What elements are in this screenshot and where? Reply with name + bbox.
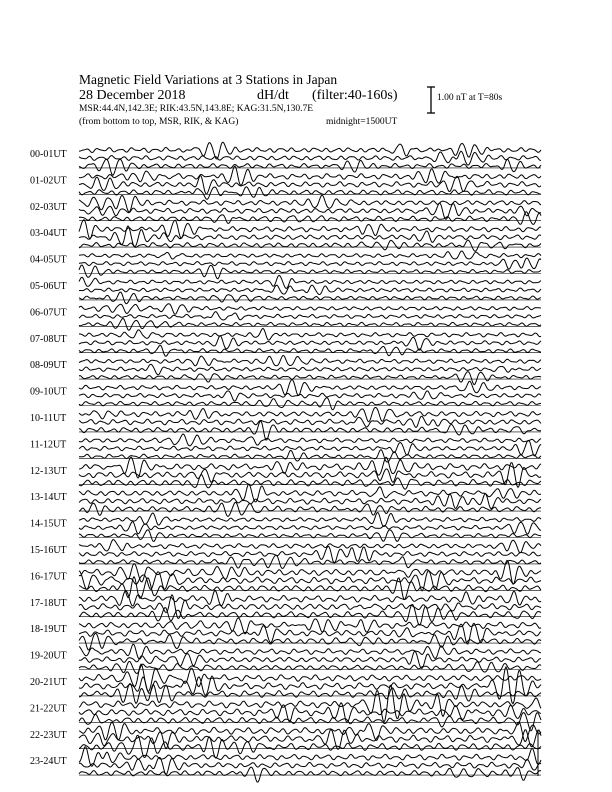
station-trace-kag xyxy=(79,304,541,315)
chart-date: 28 December 2018 xyxy=(79,88,186,103)
station-trace-rik xyxy=(79,312,541,320)
hour-label: 07-08UT xyxy=(30,333,67,345)
station-trace-kag xyxy=(79,644,541,659)
hour-label: 20-21UT xyxy=(30,677,67,688)
scale-label: 1.00 nT at T=80s xyxy=(437,93,503,103)
station-trace-rik xyxy=(79,440,541,455)
station-trace-msr xyxy=(79,265,541,279)
hour-label: 03-04UT xyxy=(30,228,67,240)
station-trace-msr xyxy=(79,450,541,463)
hour-label: 02-03UT xyxy=(30,201,67,213)
hour-label: 15-16UT xyxy=(30,545,67,556)
trace-order-note: (from bottom to top, MSR, RIK, & KAG) xyxy=(79,117,239,127)
station-trace-rik xyxy=(79,667,541,704)
hour-label: 17-18UT xyxy=(30,597,67,609)
station-trace-rik xyxy=(79,258,541,269)
station-trace-rik xyxy=(79,522,541,534)
hour-label: 06-07UT xyxy=(30,307,67,319)
station-trace-msr xyxy=(79,577,541,600)
hour-label: 08-09UT xyxy=(30,360,67,372)
station-trace-kag xyxy=(79,328,541,340)
station-trace-kag xyxy=(79,540,541,553)
station-trace-kag xyxy=(79,356,541,366)
station-trace-kag xyxy=(79,590,541,606)
station-trace-rik xyxy=(79,151,541,165)
station-trace-msr xyxy=(79,735,541,758)
hour-label: 23-24UT xyxy=(30,756,67,768)
station-trace-msr xyxy=(79,372,541,385)
station-trace-kag xyxy=(79,747,541,766)
hour-label: 09-10UT xyxy=(30,386,67,398)
station-trace-kag xyxy=(79,434,541,446)
station-trace-kag xyxy=(79,380,541,396)
hour-label: 04-05UT xyxy=(30,254,67,266)
station-trace-msr xyxy=(79,345,541,356)
station-trace-msr xyxy=(79,187,541,200)
station-trace-msr xyxy=(79,292,541,304)
station-trace-msr xyxy=(79,767,541,782)
hour-label: 12-13UT xyxy=(30,465,67,477)
midnight-note: midnight=1500UT xyxy=(326,117,398,127)
station-trace-rik xyxy=(79,391,541,401)
station-trace-rik xyxy=(79,285,541,294)
hour-label: 11-12UT xyxy=(30,439,67,451)
hour-label: 18-19UT xyxy=(30,624,67,636)
stations-label: MSR:44.4N,142.3E; RIK:43.5N,143.8E; KAG:31.5N,130.7E xyxy=(79,104,314,114)
hour-label: 22-23UT xyxy=(30,729,67,741)
hour-label: 14-15UT xyxy=(30,518,67,530)
trace-group xyxy=(79,142,541,782)
quantity-label: dH/dt xyxy=(257,88,289,103)
station-trace-kag xyxy=(79,142,541,159)
hour-label: 19-20UT xyxy=(30,650,67,662)
station-trace-kag xyxy=(79,166,541,185)
station-trace-kag xyxy=(79,513,541,527)
hour-label: 13-14UT xyxy=(30,492,67,504)
chart-title: Magnetic Field Variations at 3 Stations in Japan xyxy=(79,72,338,87)
station-trace-msr xyxy=(79,398,541,410)
station-trace-rik xyxy=(79,416,541,427)
station-trace-msr xyxy=(79,502,541,516)
station-trace-rik xyxy=(79,494,541,509)
hour-labels xyxy=(30,149,67,767)
hour-label: 05-06UT xyxy=(30,281,67,292)
hour-label: 10-11UT xyxy=(30,413,67,424)
hour-label: 16-17UT xyxy=(30,571,67,583)
station-trace-rik xyxy=(79,546,541,563)
station-trace-kag xyxy=(79,251,541,259)
station-trace-kag xyxy=(79,195,541,212)
station-trace-kag xyxy=(79,618,541,634)
station-trace-kag xyxy=(79,457,541,478)
station-trace-msr xyxy=(79,530,541,542)
station-trace-kag xyxy=(79,722,541,742)
hour-label: 00-01UT xyxy=(30,149,67,160)
station-trace-msr xyxy=(79,318,541,330)
station-trace-msr xyxy=(79,555,541,568)
hour-label: 01-02UT xyxy=(30,175,67,187)
station-trace-rik xyxy=(79,364,541,375)
station-trace-rik xyxy=(79,595,541,619)
hour-label: 21-22UT xyxy=(30,703,67,715)
filter-label: (filter:40-160s) xyxy=(312,88,398,103)
